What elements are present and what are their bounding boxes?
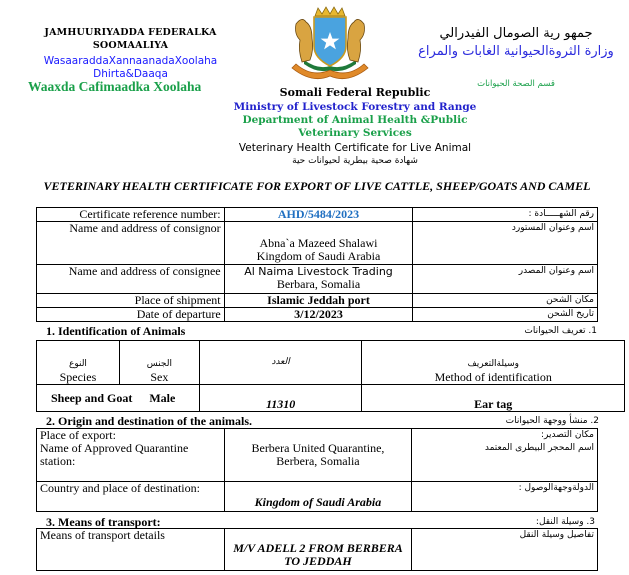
certificate-name-arabic: شهادة صحية بيطرية لحيوانات حية (292, 156, 418, 166)
republic-name-arabic: جمهو رية الصومال الفيدرالي (439, 26, 593, 41)
species-header (37, 341, 120, 385)
republic-name-line1: JAMHUURIYADDA FEDERALKA (44, 27, 217, 38)
section-3-heading: 3. Means of transport: (46, 515, 161, 529)
destination-label-arabic: الدولةوجهةالوصول : (412, 482, 598, 512)
detail-label-arabic: تاريخ الشحن (413, 308, 598, 322)
date-of-departure: 3/12/2023 (224, 308, 413, 322)
coat-of-arms-icon (282, 4, 378, 82)
detail-label-arabic: اسم وعنوان المصدر (413, 265, 598, 294)
quarantine-station-label: Name of Approved Quarantine station: (40, 441, 189, 468)
detail-label: Name and address of consignor (37, 222, 225, 265)
table-row (37, 429, 598, 482)
detail-label-arabic: مكان الشحن (413, 294, 598, 308)
section-2-heading: 2. Origin and destination of the animals. (46, 414, 253, 428)
ministry-name-somali: WasaaraddaXannaanadaXoolaha Dhirta&Daaqa (43, 55, 218, 80)
detail-label: Place of shipment (37, 294, 225, 308)
sex-header-label: Sex (150, 370, 169, 384)
place-of-shipment: Islamic Jeddah port (224, 294, 413, 308)
method-value: Ear tag (362, 385, 625, 412)
consignee-name: Al Naima Livestock Trading (244, 265, 393, 278)
consignor-name: Abna`a Mazeed Shalawi (259, 236, 378, 250)
ministry-name-arabic: وزارة الثروةالحيوانية الغابات والمراع (418, 44, 614, 59)
detail-label: Name and address of consignee (37, 265, 225, 294)
table-row (37, 308, 598, 322)
certificate-reference-number: AHD/5484/2023 (224, 208, 413, 222)
transport-value-line2: TO JEDDAH (284, 554, 352, 568)
quarantine-station-label-arabic: اسم المحجر البيطرى المعتمد (484, 443, 594, 453)
species-sex-value (37, 385, 200, 412)
table-row (37, 208, 598, 222)
transport-value (224, 529, 412, 571)
method-header-label: Method of identification (434, 370, 552, 384)
species-value: Sheep and Goat (51, 390, 133, 405)
section-1-heading-arabic: 1. تعريف الحيوانات (524, 326, 597, 336)
transport-label-arabic: تفاصيل وسيلة النقل (412, 529, 598, 571)
republic-name-somali (28, 26, 233, 52)
export-label-arabic (412, 429, 598, 482)
consignee-value (224, 265, 413, 294)
table-row (37, 385, 625, 412)
method-header (362, 341, 625, 385)
section-2-heading-arabic: 2. منشأ ووجهة الحيوانات (505, 416, 599, 426)
transport-label: Means of transport details (37, 529, 225, 571)
consignee-address: Berbara, Somalia (276, 277, 361, 291)
table-header-row (37, 341, 625, 385)
department-name-line1: Department of Animal Health &Public (242, 114, 468, 126)
department-name-somali: Waaxda Cafimaadka Xoolaha (28, 79, 202, 94)
number-value: 11310 (199, 385, 362, 412)
place-of-export-label: Place of export: (40, 428, 116, 442)
transport-value-line1: M/V ADELL 2 FROM BERBERA (233, 541, 403, 555)
republic-name-english: Somali Federal Republic (279, 86, 431, 99)
detail-label-arabic: رقم الشهـــــادة : (413, 208, 598, 222)
export-value (224, 429, 412, 482)
animal-identification-table (36, 340, 625, 412)
table-row (37, 265, 598, 294)
table-row (37, 529, 598, 571)
means-of-transport-table (36, 528, 598, 571)
quarantine-station-name: Berbera United Quarantine, (251, 441, 385, 455)
consignor-address: Kingdom of Saudi Arabia (256, 249, 381, 263)
certificate-details-table (36, 207, 598, 322)
detail-label: Certificate reference number: (37, 208, 225, 222)
number-header (199, 341, 362, 385)
species-header-arabic: النوع (68, 359, 87, 369)
origin-destination-table (36, 428, 598, 512)
sex-header-arabic: الجنس (146, 359, 172, 369)
place-of-export-label-arabic: مكان التصدير: (541, 430, 594, 440)
consignor-value (224, 222, 413, 265)
destination-label: Country and place of destination: (37, 482, 225, 512)
table-row (37, 222, 598, 265)
export-label (37, 429, 225, 482)
quarantine-station-location: Berbera, Somalia (276, 454, 360, 468)
department-name-arabic: قسم الصحة الحيوانات (477, 79, 555, 89)
certificate-name: Veterinary Health Certificate for Live Animal (238, 142, 472, 154)
species-header-label: Species (59, 370, 97, 384)
destination-value: Kingdom of Saudi Arabia (224, 482, 412, 512)
method-header-arabic: وسيلةالتعريف (467, 359, 519, 369)
ministry-name-english: Ministry of Livestock Forestry and Range (233, 101, 477, 113)
detail-label-arabic: اسم وعنوان المستورد (413, 222, 598, 265)
detail-label: Date of departure (37, 308, 225, 322)
section-1-heading: 1. Identification of Animals (46, 324, 186, 338)
table-row (37, 294, 598, 308)
sex-header (119, 341, 199, 385)
sex-value: Male (149, 390, 176, 405)
republic-name-line2: SOOMAALIYA (92, 40, 169, 51)
department-name-line2: Veterinary Services (298, 127, 412, 139)
document-title: VETERINARY HEALTH CERTIFICATE FOR EXPORT OF LIVE CATTLE, SHEEP/GOATS AND CAMEL (43, 179, 591, 193)
table-row (37, 482, 598, 512)
number-header-arabic: العدد (271, 357, 290, 367)
section-3-heading-arabic: 3. وسيلة النقل: (535, 517, 595, 527)
